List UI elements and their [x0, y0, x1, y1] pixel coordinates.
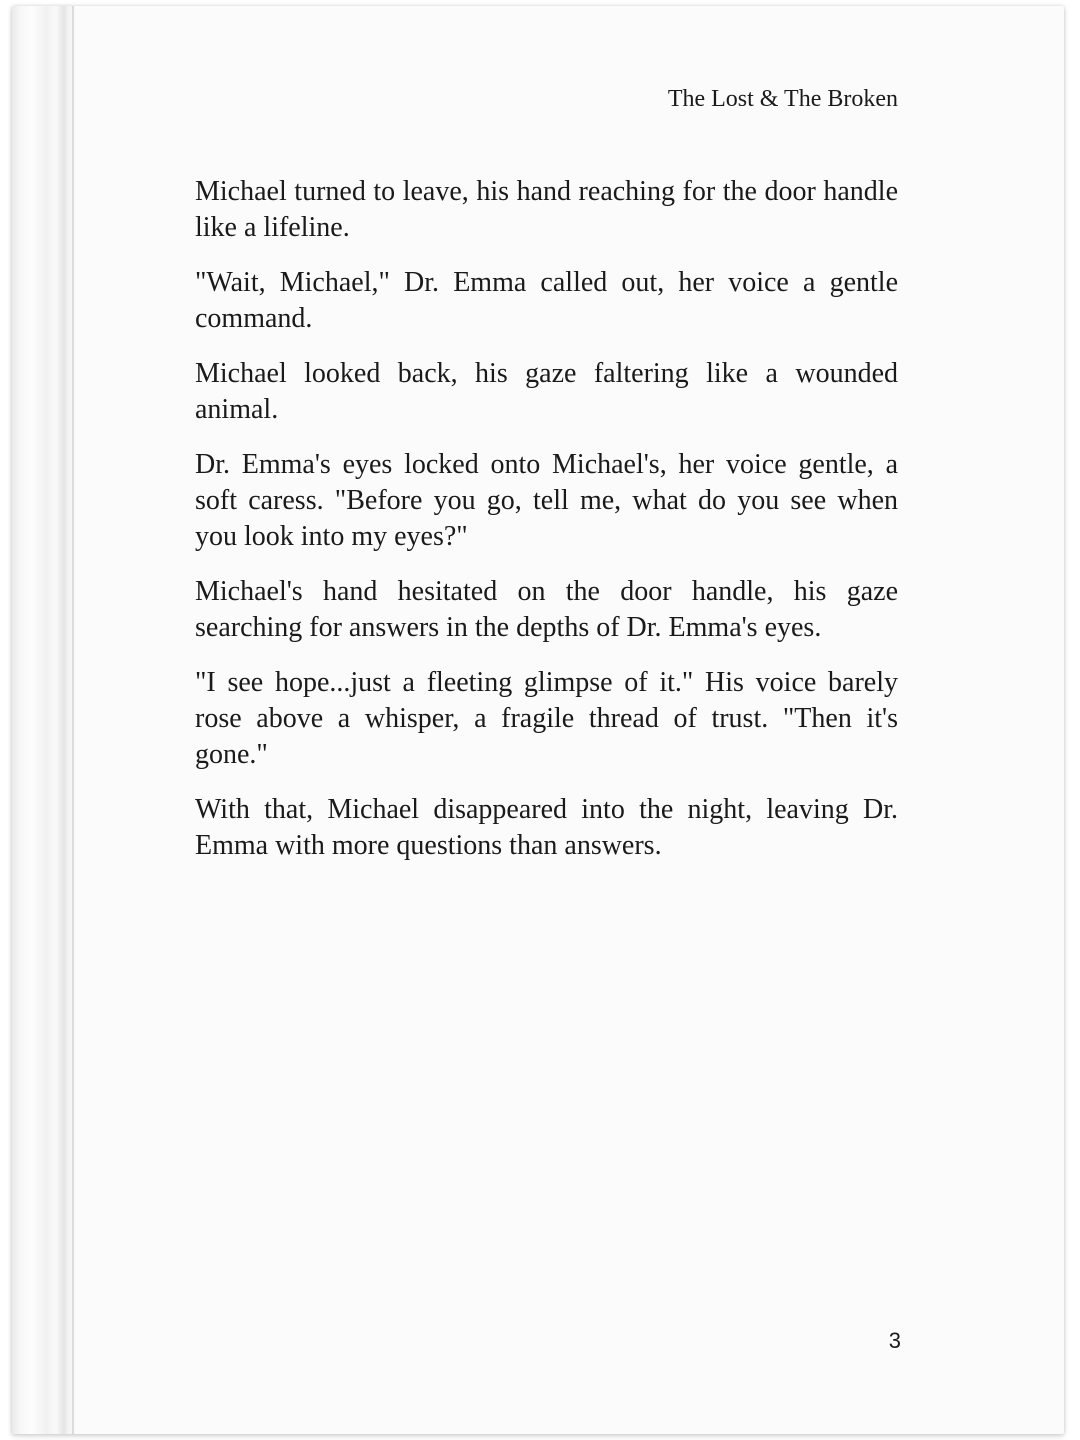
paragraph: Michael turned to leave, his hand reaching for the door handle like a lifeline. — [195, 176, 898, 243]
book-page — [12, 6, 1064, 1434]
book-spine — [12, 6, 76, 1434]
paragraph: Michael's hand hesitated on the door handle, his gaze searching for answers in the depths of Dr. Emma's eyes. — [195, 576, 898, 643]
page-body — [195, 174, 898, 883]
paragraph: "Wait, Michael," Dr. Emma called out, her voice a gentle command. — [195, 267, 898, 334]
paragraph: "I see hope...just a fleeting glimpse of it." His voice barely rose above a whisper, a fragile thread of trust. "Then it's gone." — [195, 667, 898, 770]
paragraph: With that, Michael disappeared into the night, leaving Dr. Emma with more questions than answers. — [195, 794, 898, 861]
page-number: 3 — [888, 1328, 901, 1353]
running-header: The Lost & The Broken — [667, 86, 898, 112]
spine-crease — [72, 6, 74, 1434]
paragraph: Michael looked back, his gaze faltering like a wounded animal. — [195, 358, 898, 425]
paragraph: Dr. Emma's eyes locked onto Michael's, her voice gentle, a soft caress. "Before you go, tell me, what do you see when you look into my eyes?" — [195, 449, 898, 552]
